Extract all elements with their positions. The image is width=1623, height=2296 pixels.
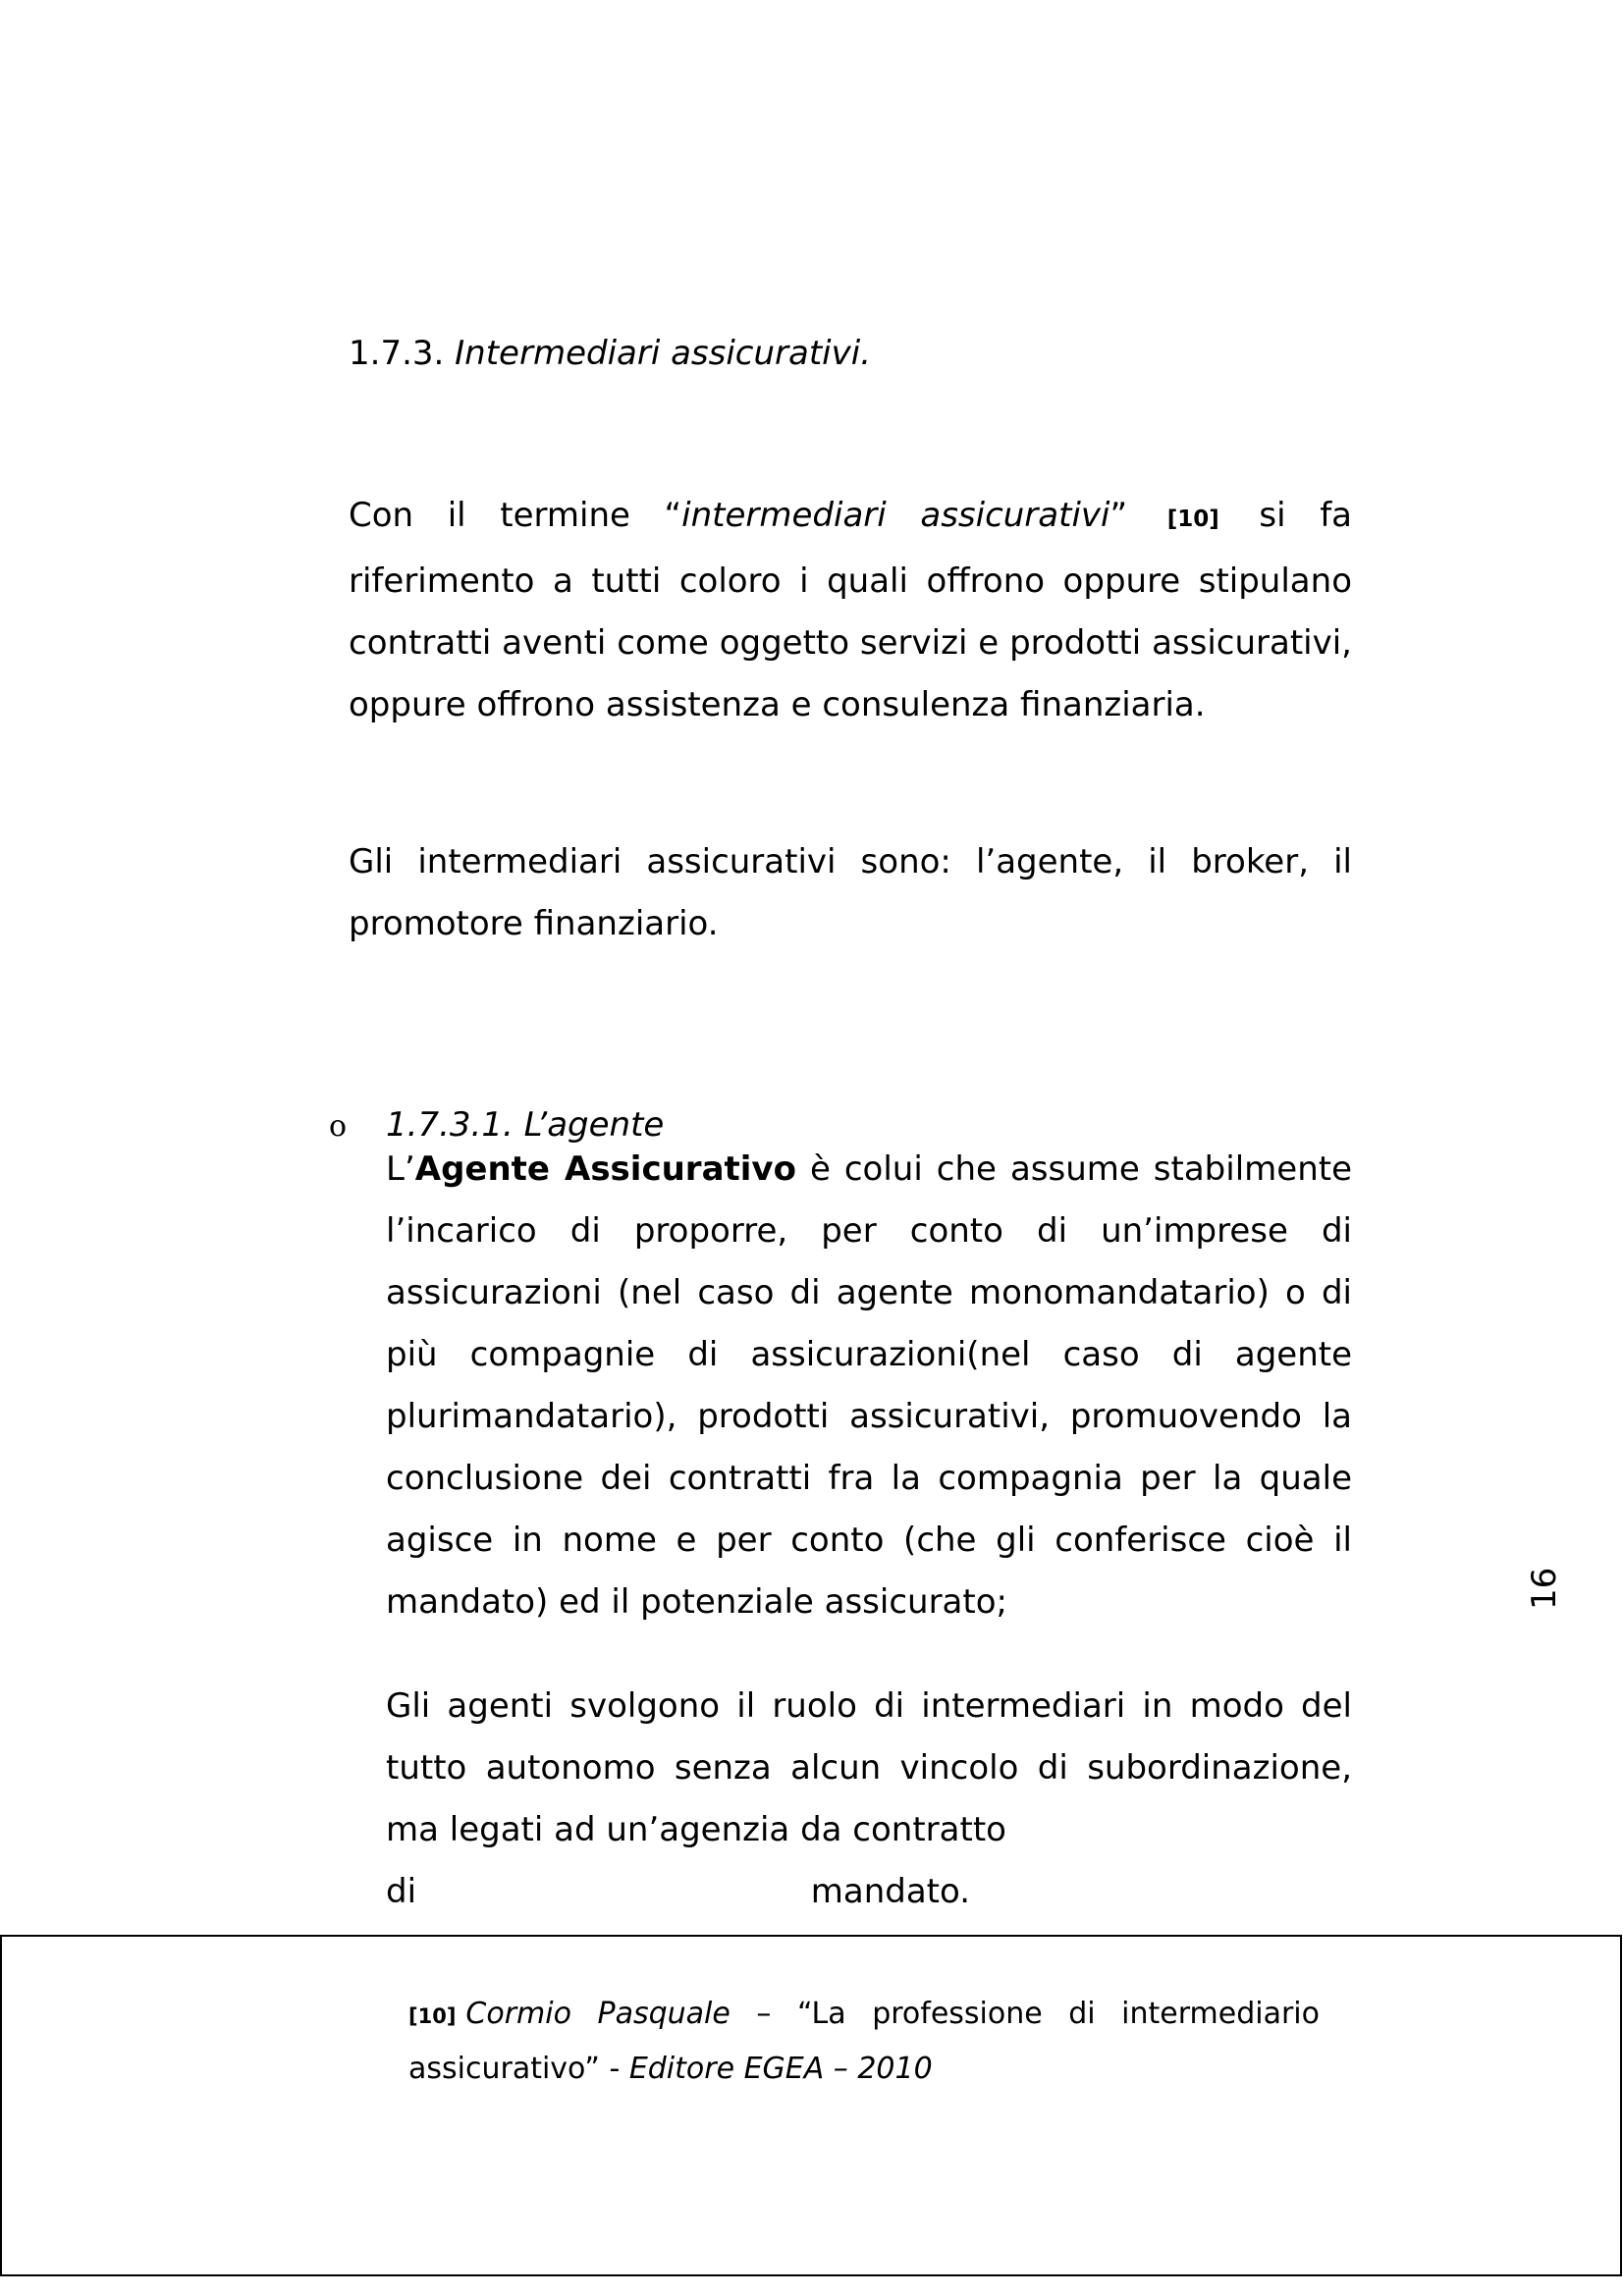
section-number: 1.7.3. bbox=[349, 334, 445, 373]
agent-paragraph bbox=[386, 1139, 1352, 1633]
agent-rest: è colui che assume stabilmente l’incarico di proporre, per conto di un’imprese di assicurazioni (nel caso di agente monomandatario) o di più compagnie di assicurazioni(nel caso di agente plurimandatario), prodotti assicurativi, promuovendo la conclusione dei contratti fra la compagnia per la quale agisce in nome e per conto (che gli conferisce cioè il mandato) ed il potenziale assicurato; bbox=[386, 1149, 1352, 1622]
intro-rest: si fa riferimento a tutti coloro i quali offrono oppure stipulano contratti aventi come oggetto servizi e prodotti assicurativi, oppure offrono assistenza e consulenza finanziaria. bbox=[349, 496, 1353, 724]
page-number: 16 bbox=[1525, 1567, 1564, 1610]
intro-prefix: Con il termine “ bbox=[349, 496, 682, 535]
subsection-heading: 1.7.3.1. L’agente bbox=[386, 1105, 665, 1145]
last-word-di: di bbox=[386, 1872, 417, 1911]
intro-suffix: ” bbox=[1109, 496, 1128, 535]
intermediaries-paragraph: Gli intermediari assicurativi sono: l’agente, il broker, il promotore finanziario. bbox=[349, 842, 1352, 943]
agent-autonomy-text: Gli agenti svolgono il ruolo di intermediari in modo del tutto autonomo senza alcun vincolo di subordinazione, ma legati ad un’agenzia da contratto bbox=[386, 1686, 1352, 1849]
agent-autonomy-last-line bbox=[386, 1861, 970, 1923]
intro-term: intermediari assicurativi bbox=[681, 496, 1110, 535]
footnote-author: Cormio Pasquale bbox=[465, 1997, 730, 2031]
footnote-ref: [10] bbox=[408, 2004, 457, 2028]
footnote-dash: – bbox=[756, 1997, 772, 2031]
footnote-ref-mark: [10] bbox=[1166, 507, 1219, 532]
footnote bbox=[408, 1988, 1320, 2095]
agent-bold-term: Agente Assicurativo bbox=[414, 1149, 796, 1189]
intro-paragraph bbox=[349, 485, 1352, 736]
list-bullet: o bbox=[329, 1109, 348, 1144]
last-word-mandato: mandato. bbox=[810, 1872, 970, 1911]
footnote-sep: - bbox=[609, 2052, 621, 2086]
footnote-area bbox=[0, 1935, 1622, 2276]
agent-autonomy-paragraph bbox=[386, 1676, 1352, 1923]
footnote-title: “La professione di intermediario assicurativo” bbox=[408, 1997, 1320, 2086]
agent-prefix: L’ bbox=[386, 1149, 415, 1189]
footnote-publisher: Editore EGEA – 2010 bbox=[628, 2052, 933, 2086]
section-title: Intermediari assicurativi. bbox=[455, 334, 871, 373]
section-heading bbox=[349, 330, 871, 377]
